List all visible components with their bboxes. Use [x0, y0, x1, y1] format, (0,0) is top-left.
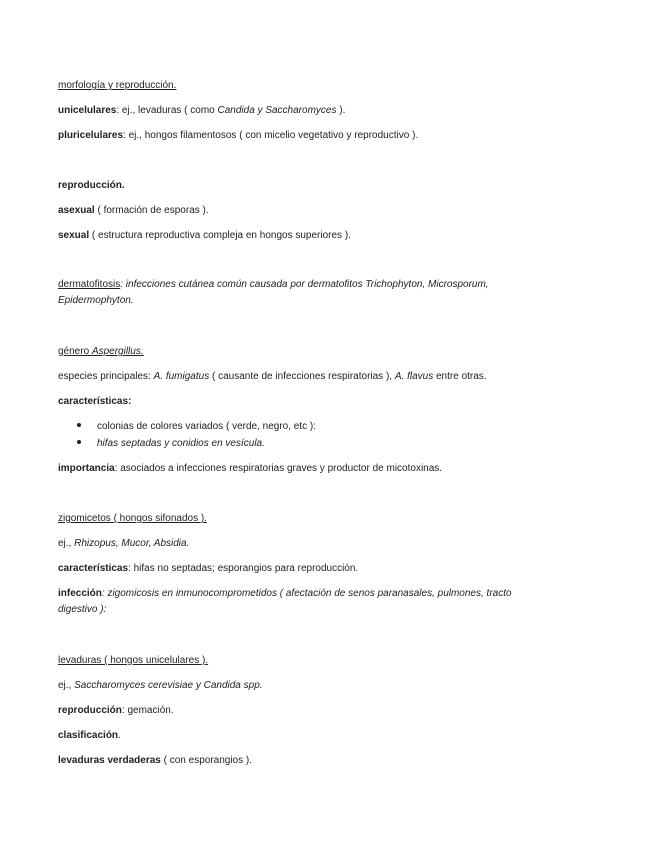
line-asexual: asexual ( formación de esporas ).	[58, 205, 209, 216]
list-item: colonias de colores variados ( verde, negro, etc ):	[97, 421, 316, 432]
line-importancia: importancia: asociados a infecciones respiratorias graves y productor de micotoxinas.	[58, 463, 443, 474]
line-pluricelulares: pluricelulares: ej., hongos filamentosos ( con micelio vegetativo y reproductivo ).	[58, 130, 419, 141]
line-unicelulares: unicelulares: ej., levaduras ( como Candida y Saccharomyces ).	[58, 105, 346, 116]
list-item: hifas septadas y conidios en vesícula.	[97, 438, 265, 449]
line-clasificacion: clasificación.	[58, 730, 121, 741]
section-heading-levaduras: levaduras ( hongos unicelulares ).	[58, 655, 209, 666]
line-caracteristicas-label: características:	[58, 396, 132, 407]
section-heading-reproduccion: reproducción.	[58, 180, 125, 191]
section-heading-aspergillus: género Aspergillus.	[58, 346, 144, 357]
line-dermatofitosis-cont: Epidermophyton.	[58, 295, 134, 306]
line-sexual: sexual ( estructura reproductiva compleja en hongos superiores ).	[58, 230, 351, 241]
line-zigomicetos-caracteristicas: características: hifas no septadas; esporangios para reproducción.	[58, 563, 359, 574]
line-dermatofitosis: dermatofitosis: infecciones cutánea común causada por dermatofitos Trichophyton, Microsporum,	[58, 279, 489, 290]
line-infeccion: infección: zigomicosis en inmunocomprometidos ( afectación de senos paranasales, pulmones, tracto	[58, 588, 512, 599]
line-infeccion-cont: digestivo ):	[58, 604, 107, 615]
line-zigomicetos-ej: ej., Rhizopus, Mucor, Absidia.	[58, 538, 190, 549]
line-levaduras-reproduccion: reproducción: gemación.	[58, 705, 174, 716]
section-heading-zigomicetos: zigomicetos ( hongos sifonados ).	[58, 513, 207, 524]
bullet-dot-icon	[77, 440, 81, 444]
bullet-dot-icon	[77, 423, 81, 427]
line-levaduras-verdaderas: levaduras verdaderas ( con esporangios ).	[58, 755, 253, 766]
line-levaduras-ej: ej., Saccharomyces cerevisiae y Candida spp.	[58, 680, 263, 691]
line-especies: especies principales: A. fumigatus ( causante de infecciones respiratorias ), A. flavus entre otras.	[58, 371, 487, 382]
section-heading-morfologia: morfología y reproducción.	[58, 80, 177, 91]
